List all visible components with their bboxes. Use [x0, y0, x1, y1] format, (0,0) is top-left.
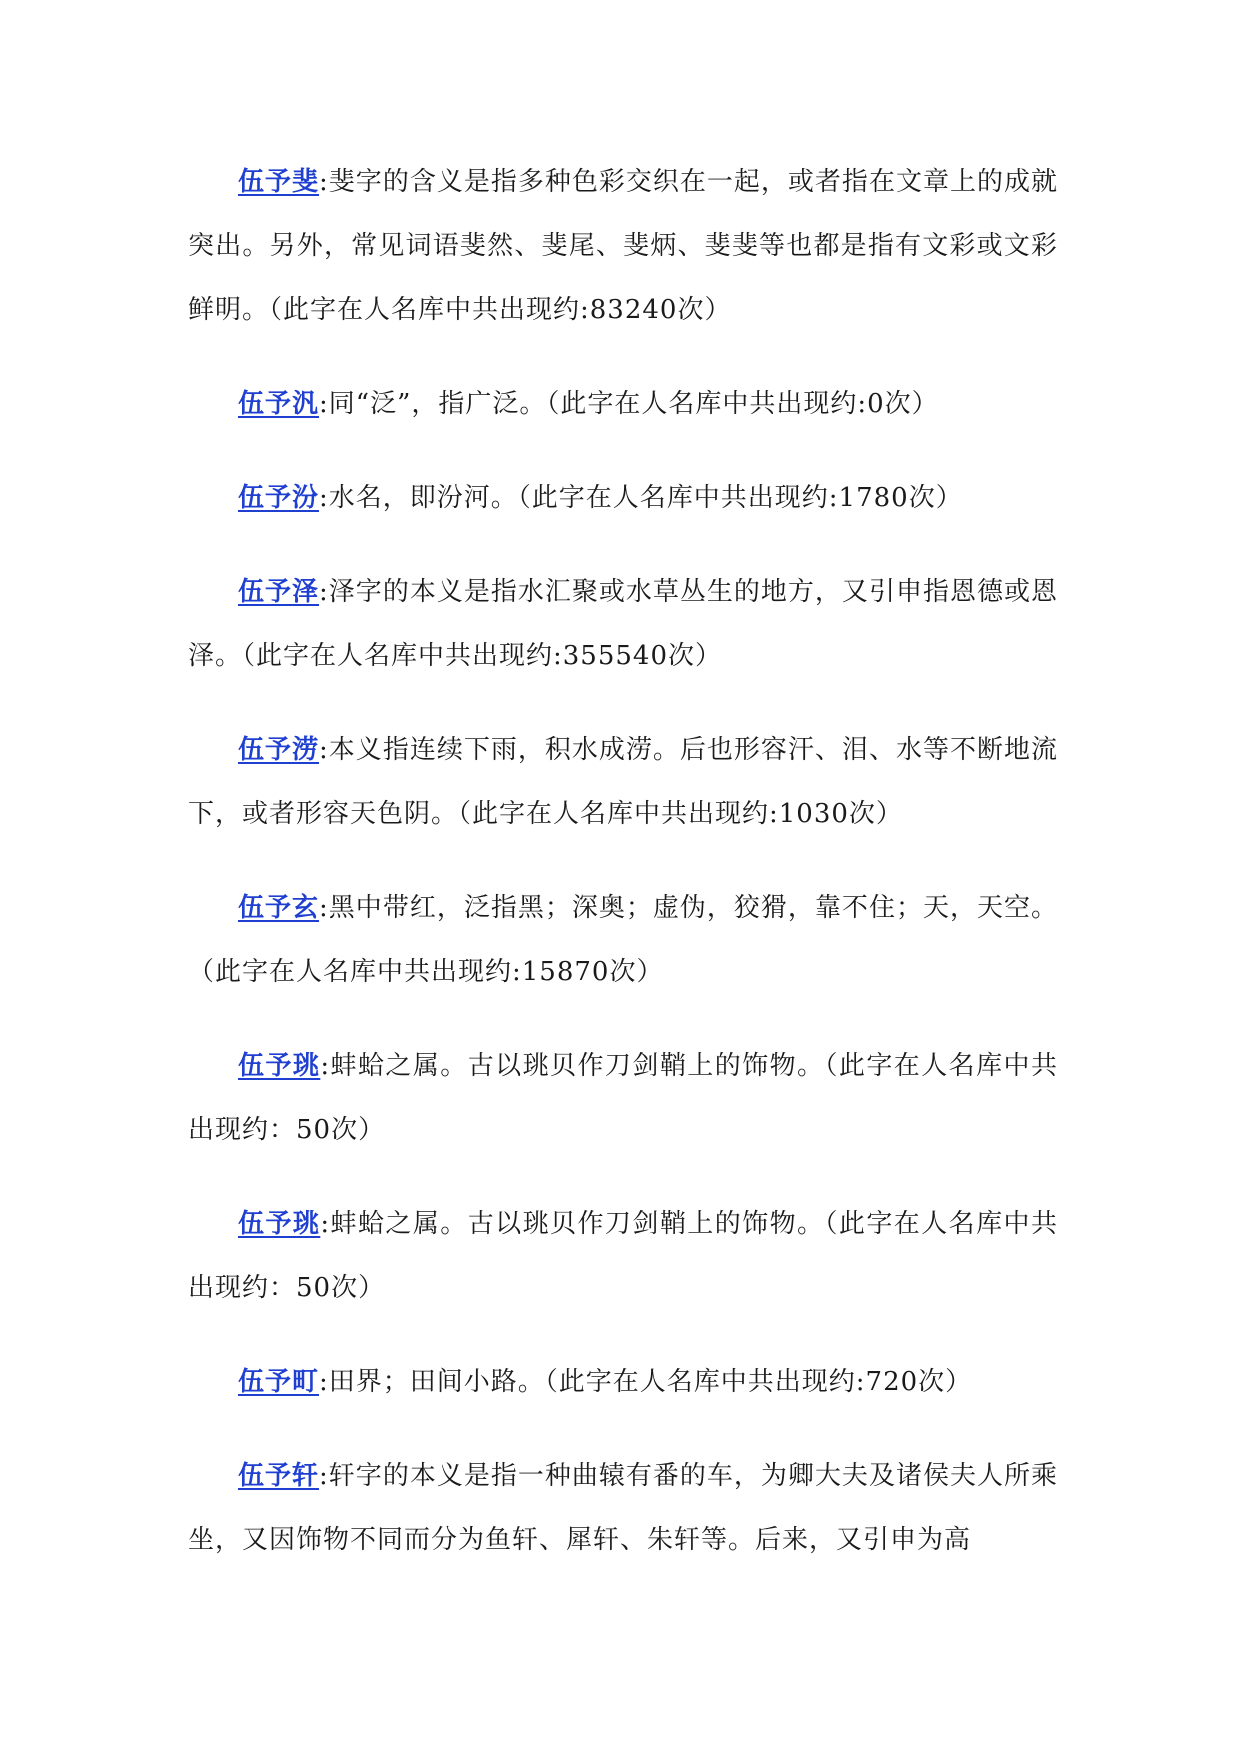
name-link[interactable]: 伍予轩 — [238, 1461, 320, 1491]
separator: : — [319, 893, 329, 923]
entry-yao-1 — [188, 1034, 1058, 1162]
entry-feifei — [188, 150, 1058, 342]
entry-text: 蚌蛤之属。古以珧贝作刀剑鞘上的饰物。（此字在人名库中共出现约：50次） — [188, 1209, 1058, 1303]
separator: : — [320, 1051, 331, 1081]
entry-text: 田界；田间小路。（此字在人名库中共出现约:720次） — [328, 1367, 973, 1397]
entry-text: 泽字的本义是指水汇聚或水草丛生的地方，又引申指恩德或恩泽。（此字在人名库中共出现约:355540次） — [188, 577, 1058, 671]
entry-text: 蚌蛤之属。古以珧贝作刀剑鞘上的饰物。（此字在人名库中共出现约：50次） — [188, 1051, 1058, 1145]
entry-ting — [188, 1350, 1058, 1414]
name-link[interactable]: 伍予町 — [238, 1367, 320, 1397]
entry-lao — [188, 718, 1058, 846]
entry-ze — [188, 560, 1058, 688]
separator: : — [319, 389, 329, 419]
entry-text: 水名，即汾河。（此字在人名库中共出现约:1780次） — [328, 483, 963, 513]
separator: : — [319, 1367, 329, 1397]
name-link[interactable]: 伍予斐 — [238, 167, 320, 197]
separator: : — [319, 483, 329, 513]
separator: : — [319, 735, 329, 765]
entry-text: 黑中带红，泛指黑；深奥；虚伪，狡猾，靠不住；天，天空。（此字在人名库中共出现约:15870次） — [188, 893, 1058, 987]
name-link[interactable]: 伍予汾 — [238, 483, 320, 513]
entry-text: 本义指连续下雨，积水成涝。后也形容汗、泪、水等不断地流下，或者形容天色阴。（此字在人名库中共出现约:1030次） — [188, 735, 1058, 829]
entry-xuan-2 — [188, 1444, 1058, 1572]
entry-yao-2 — [188, 1192, 1058, 1320]
name-link[interactable]: 伍予涝 — [238, 735, 320, 765]
name-link[interactable]: 伍予珧 — [238, 1051, 321, 1081]
document-page — [188, 150, 1058, 1602]
entry-text: 同“泛”，指广泛。（此字在人名库中共出现约:0次） — [328, 389, 939, 419]
entry-xuan — [188, 876, 1058, 1004]
entry-fen — [188, 466, 1058, 530]
name-link[interactable]: 伍予泽 — [238, 577, 320, 607]
name-link[interactable]: 伍予珧 — [238, 1209, 321, 1239]
separator: : — [319, 577, 329, 607]
separator: : — [320, 1209, 331, 1239]
separator: : — [319, 167, 329, 197]
separator: : — [319, 1461, 329, 1491]
name-link[interactable]: 伍予玄 — [238, 893, 320, 923]
name-link[interactable]: 伍予汎 — [238, 389, 320, 419]
entry-text: 斐字的含义是指多种色彩交织在一起，或者指在文章上的成就突出。另外，常见词语斐然、斐尾、斐炳、斐斐等也都是指有文彩或文彩鲜明。（此字在人名库中共出现约:83240次） — [188, 167, 1058, 325]
entry-text: 轩字的本义是指一种曲辕有番的车，为卿大夫及诸侯夫人所乘坐，又因饰物不同而分为鱼轩、犀轩、朱轩等。后来，又引申为高 — [188, 1461, 1058, 1555]
entry-fan — [188, 372, 1058, 436]
